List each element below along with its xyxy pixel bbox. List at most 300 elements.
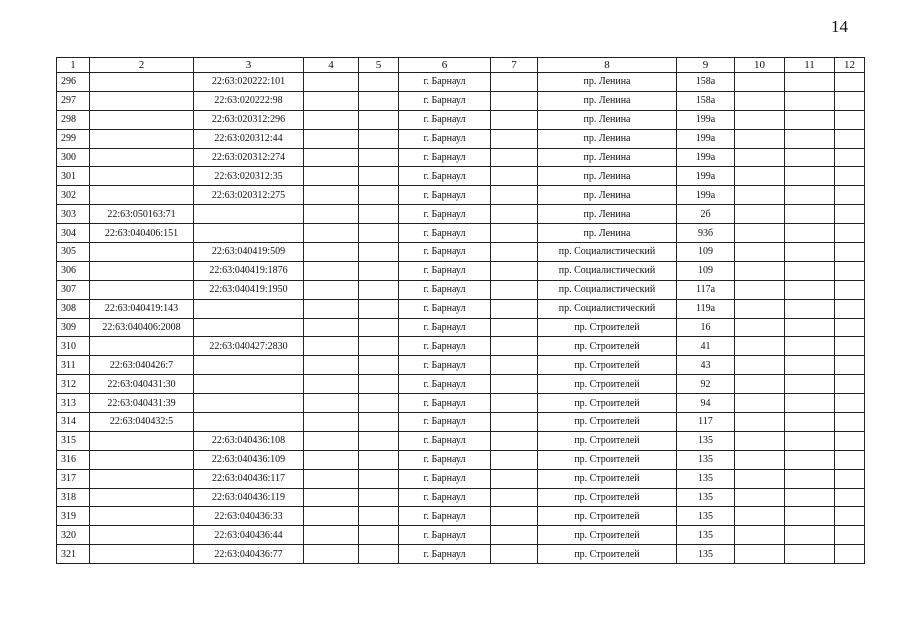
table-cell-col-11 bbox=[785, 488, 835, 507]
table-cell-col-10 bbox=[735, 469, 785, 488]
table-cell-col-2: 22:63:040426:7 bbox=[90, 356, 194, 375]
table-cell-col-1: 296 bbox=[57, 73, 90, 92]
table-cell-col-12 bbox=[835, 375, 865, 394]
table-cell-col-10 bbox=[735, 129, 785, 148]
table-cell-col-9: 94 bbox=[677, 394, 735, 413]
table-cell-col-4 bbox=[304, 205, 359, 224]
table-cell-col-2 bbox=[90, 469, 194, 488]
table-cell-col-11 bbox=[785, 167, 835, 186]
table-cell-col-4 bbox=[304, 450, 359, 469]
table-cell-col-6: г. Барнаул bbox=[399, 186, 491, 205]
table-cell-col-7 bbox=[491, 394, 538, 413]
table-cell-col-4 bbox=[304, 148, 359, 167]
table-cell-col-4 bbox=[304, 413, 359, 432]
table-cell-col-12 bbox=[835, 526, 865, 545]
table-cell-col-9: 158а bbox=[677, 73, 735, 92]
table-cell-col-11 bbox=[785, 261, 835, 280]
table-row bbox=[57, 356, 865, 375]
table-cell-col-3 bbox=[194, 356, 304, 375]
table-cell-col-4 bbox=[304, 167, 359, 186]
table-cell-col-11 bbox=[785, 110, 835, 129]
table-cell-col-8: пр. Строителей bbox=[538, 375, 677, 394]
table-cell-col-2 bbox=[90, 261, 194, 280]
table-cell-col-11 bbox=[785, 299, 835, 318]
table-cell-col-10 bbox=[735, 394, 785, 413]
table-cell-col-5 bbox=[359, 91, 399, 110]
table-cell-col-3 bbox=[194, 413, 304, 432]
table-cell-col-12 bbox=[835, 129, 865, 148]
table-cell-col-11 bbox=[785, 469, 835, 488]
table-cell-col-3: 22:63:040436:44 bbox=[194, 526, 304, 545]
table-cell-col-8: пр. Строителей bbox=[538, 507, 677, 526]
table-cell-col-6: г. Барнаул bbox=[399, 413, 491, 432]
column-header-9: 9 bbox=[677, 58, 735, 73]
table-cell-col-1: 301 bbox=[57, 167, 90, 186]
table-cell-col-2 bbox=[90, 526, 194, 545]
table-cell-col-10 bbox=[735, 280, 785, 299]
table-cell-col-2 bbox=[90, 488, 194, 507]
table-row bbox=[57, 299, 865, 318]
table-cell-col-7 bbox=[491, 431, 538, 450]
table-cell-col-7 bbox=[491, 545, 538, 564]
table-cell-col-10 bbox=[735, 450, 785, 469]
table-cell-col-7 bbox=[491, 413, 538, 432]
table-cell-col-6: г. Барнаул bbox=[399, 394, 491, 413]
table-cell-col-5 bbox=[359, 337, 399, 356]
table-cell-col-2 bbox=[90, 337, 194, 356]
table-cell-col-4 bbox=[304, 280, 359, 299]
table-cell-col-11 bbox=[785, 375, 835, 394]
table-row bbox=[57, 318, 865, 337]
table-row bbox=[57, 205, 865, 224]
table-cell-col-1: 313 bbox=[57, 394, 90, 413]
table-cell-col-8: пр. Строителей bbox=[538, 488, 677, 507]
table-cell-col-11 bbox=[785, 431, 835, 450]
table-cell-col-1: 314 bbox=[57, 413, 90, 432]
table-cell-col-12 bbox=[835, 488, 865, 507]
column-header-8: 8 bbox=[538, 58, 677, 73]
table-cell-col-3: 22:63:020312:296 bbox=[194, 110, 304, 129]
table-cell-col-8: пр. Ленина bbox=[538, 110, 677, 129]
table-cell-col-7 bbox=[491, 450, 538, 469]
table-cell-col-6: г. Барнаул bbox=[399, 356, 491, 375]
table-cell-col-5 bbox=[359, 261, 399, 280]
table-cell-col-7 bbox=[491, 110, 538, 129]
table-cell-col-5 bbox=[359, 205, 399, 224]
column-header-2: 2 bbox=[90, 58, 194, 73]
table-cell-col-9: 92 bbox=[677, 375, 735, 394]
table-cell-col-3: 22:63:020312:44 bbox=[194, 129, 304, 148]
table-cell-col-8: пр. Строителей bbox=[538, 431, 677, 450]
table-cell-col-4 bbox=[304, 243, 359, 262]
table-body bbox=[57, 73, 865, 564]
table-cell-col-5 bbox=[359, 375, 399, 394]
table-cell-col-9: 117а bbox=[677, 280, 735, 299]
table-cell-col-1: 318 bbox=[57, 488, 90, 507]
table-cell-col-3: 22:63:040436:33 bbox=[194, 507, 304, 526]
table-cell-col-5 bbox=[359, 431, 399, 450]
table-cell-col-1: 311 bbox=[57, 356, 90, 375]
table-cell-col-8: пр. Социалистический bbox=[538, 243, 677, 262]
table-cell-col-7 bbox=[491, 148, 538, 167]
table-cell-col-8: пр. Ленина bbox=[538, 148, 677, 167]
table-cell-col-5 bbox=[359, 148, 399, 167]
table-cell-col-9: 135 bbox=[677, 469, 735, 488]
table-row bbox=[57, 261, 865, 280]
table-cell-col-8: пр. Строителей bbox=[538, 356, 677, 375]
table-cell-col-6: г. Барнаул bbox=[399, 205, 491, 224]
table-cell-col-5 bbox=[359, 243, 399, 262]
table-cell-col-7 bbox=[491, 205, 538, 224]
table-cell-col-10 bbox=[735, 488, 785, 507]
table-cell-col-6: г. Барнаул bbox=[399, 73, 491, 92]
table-cell-col-2 bbox=[90, 148, 194, 167]
table-cell-col-7 bbox=[491, 261, 538, 280]
table-cell-col-11 bbox=[785, 186, 835, 205]
table-cell-col-2 bbox=[90, 110, 194, 129]
table-cell-col-8: пр. Строителей bbox=[538, 545, 677, 564]
table-cell-col-8: пр. Строителей bbox=[538, 337, 677, 356]
table-cell-col-1: 298 bbox=[57, 110, 90, 129]
table-cell-col-7 bbox=[491, 526, 538, 545]
table-cell-col-4 bbox=[304, 469, 359, 488]
table-cell-col-12 bbox=[835, 280, 865, 299]
table-cell-col-10 bbox=[735, 375, 785, 394]
table-cell-col-9: 158а bbox=[677, 91, 735, 110]
table-cell-col-1: 302 bbox=[57, 186, 90, 205]
table-cell-col-5 bbox=[359, 545, 399, 564]
table-cell-col-7 bbox=[491, 375, 538, 394]
table-cell-col-4 bbox=[304, 186, 359, 205]
header-row bbox=[57, 58, 865, 73]
table-cell-col-5 bbox=[359, 186, 399, 205]
table-cell-col-11 bbox=[785, 318, 835, 337]
table-cell-col-1: 300 bbox=[57, 148, 90, 167]
table-cell-col-7 bbox=[491, 167, 538, 186]
table-cell-col-1: 303 bbox=[57, 205, 90, 224]
table-cell-col-7 bbox=[491, 73, 538, 92]
table-cell-col-4 bbox=[304, 394, 359, 413]
table-cell-col-10 bbox=[735, 73, 785, 92]
table-row bbox=[57, 469, 865, 488]
table-cell-col-7 bbox=[491, 318, 538, 337]
table-cell-col-4 bbox=[304, 337, 359, 356]
table-cell-col-2: 22:63:040406:151 bbox=[90, 224, 194, 243]
table-cell-col-1: 316 bbox=[57, 450, 90, 469]
table-cell-col-12 bbox=[835, 110, 865, 129]
table-cell-col-4 bbox=[304, 545, 359, 564]
table-cell-col-12 bbox=[835, 91, 865, 110]
table-cell-col-8: пр. Строителей bbox=[538, 526, 677, 545]
table-cell-col-10 bbox=[735, 545, 785, 564]
table-cell-col-11 bbox=[785, 91, 835, 110]
column-header-5: 5 bbox=[359, 58, 399, 73]
table-cell-col-5 bbox=[359, 526, 399, 545]
table-cell-col-10 bbox=[735, 507, 785, 526]
table-cell-col-11 bbox=[785, 280, 835, 299]
table-cell-col-9: 16 bbox=[677, 318, 735, 337]
table-cell-col-2 bbox=[90, 91, 194, 110]
table-cell-col-10 bbox=[735, 224, 785, 243]
table-cell-col-11 bbox=[785, 394, 835, 413]
table-cell-col-2 bbox=[90, 431, 194, 450]
table-cell-col-2 bbox=[90, 545, 194, 564]
table-cell-col-7 bbox=[491, 337, 538, 356]
table-cell-col-9: 135 bbox=[677, 450, 735, 469]
table-cell-col-9: 135 bbox=[677, 526, 735, 545]
table-cell-col-10 bbox=[735, 356, 785, 375]
table-cell-col-10 bbox=[735, 186, 785, 205]
table-cell-col-6: г. Барнаул bbox=[399, 129, 491, 148]
table-cell-col-12 bbox=[835, 318, 865, 337]
table-cell-col-12 bbox=[835, 186, 865, 205]
table-cell-col-6: г. Барнаул bbox=[399, 431, 491, 450]
table-cell-col-10 bbox=[735, 110, 785, 129]
table-cell-col-3: 22:63:020312:274 bbox=[194, 148, 304, 167]
table-row bbox=[57, 280, 865, 299]
table-cell-col-1: 308 bbox=[57, 299, 90, 318]
table-cell-col-6: г. Барнаул bbox=[399, 261, 491, 280]
column-header-7: 7 bbox=[491, 58, 538, 73]
table-cell-col-11 bbox=[785, 356, 835, 375]
table-cell-col-10 bbox=[735, 243, 785, 262]
table-row bbox=[57, 243, 865, 262]
table-cell-col-7 bbox=[491, 488, 538, 507]
table-cell-col-9: 199а bbox=[677, 167, 735, 186]
table-cell-col-6: г. Барнаул bbox=[399, 375, 491, 394]
table-cell-col-7 bbox=[491, 91, 538, 110]
table-cell-col-6: г. Барнаул bbox=[399, 280, 491, 299]
table-cell-col-2: 22:63:040431:39 bbox=[90, 394, 194, 413]
table-cell-col-6: г. Барнаул bbox=[399, 545, 491, 564]
page-number: 14 bbox=[831, 17, 848, 36]
table-cell-col-6: г. Барнаул bbox=[399, 167, 491, 186]
table-cell-col-2 bbox=[90, 450, 194, 469]
column-header-12: 12 bbox=[835, 58, 865, 73]
table-cell-col-10 bbox=[735, 91, 785, 110]
table-cell-col-11 bbox=[785, 507, 835, 526]
table-cell-col-9: 93б bbox=[677, 224, 735, 243]
table-cell-col-2: 22:63:040432:5 bbox=[90, 413, 194, 432]
table-cell-col-12 bbox=[835, 148, 865, 167]
table-cell-col-5 bbox=[359, 110, 399, 129]
table-cell-col-5 bbox=[359, 469, 399, 488]
column-header-3: 3 bbox=[194, 58, 304, 73]
table-cell-col-7 bbox=[491, 299, 538, 318]
table-cell-col-12 bbox=[835, 337, 865, 356]
table-cell-col-1: 299 bbox=[57, 129, 90, 148]
table-cell-col-9: 117 bbox=[677, 413, 735, 432]
column-header-6: 6 bbox=[399, 58, 491, 73]
table-cell-col-5 bbox=[359, 73, 399, 92]
table-cell-col-2 bbox=[90, 186, 194, 205]
column-header-11: 11 bbox=[785, 58, 835, 73]
table-cell-col-12 bbox=[835, 167, 865, 186]
table-cell-col-11 bbox=[785, 526, 835, 545]
table-cell-col-2 bbox=[90, 129, 194, 148]
table-cell-col-3: 22:63:020312:275 bbox=[194, 186, 304, 205]
table-cell-col-10 bbox=[735, 526, 785, 545]
table-cell-col-3: 22:63:040436:109 bbox=[194, 450, 304, 469]
table-cell-col-4 bbox=[304, 110, 359, 129]
table-cell-col-11 bbox=[785, 224, 835, 243]
table-cell-col-7 bbox=[491, 469, 538, 488]
column-header-4: 4 bbox=[304, 58, 359, 73]
table-cell-col-6: г. Барнаул bbox=[399, 507, 491, 526]
table-cell-col-3 bbox=[194, 375, 304, 394]
table-row bbox=[57, 73, 865, 92]
table-cell-col-5 bbox=[359, 224, 399, 243]
table-cell-col-3 bbox=[194, 394, 304, 413]
table-row bbox=[57, 507, 865, 526]
table-cell-col-10 bbox=[735, 261, 785, 280]
table-cell-col-7 bbox=[491, 507, 538, 526]
table-cell-col-2 bbox=[90, 243, 194, 262]
table-cell-col-4 bbox=[304, 375, 359, 394]
table-cell-col-6: г. Барнаул bbox=[399, 318, 491, 337]
table-cell-col-8: пр. Социалистический bbox=[538, 261, 677, 280]
table-cell-col-11 bbox=[785, 450, 835, 469]
table-cell-col-4 bbox=[304, 507, 359, 526]
table-cell-col-4 bbox=[304, 488, 359, 507]
table-cell-col-4 bbox=[304, 91, 359, 110]
table-cell-col-5 bbox=[359, 299, 399, 318]
table-cell-col-4 bbox=[304, 299, 359, 318]
table-cell-col-12 bbox=[835, 73, 865, 92]
table-cell-col-11 bbox=[785, 337, 835, 356]
table-cell-col-5 bbox=[359, 394, 399, 413]
table-cell-col-9: 2б bbox=[677, 205, 735, 224]
table-cell-col-9: 135 bbox=[677, 507, 735, 526]
table-row bbox=[57, 375, 865, 394]
table-cell-col-4 bbox=[304, 356, 359, 375]
table-cell-col-4 bbox=[304, 261, 359, 280]
table-cell-col-12 bbox=[835, 413, 865, 432]
table-cell-col-3: 22:63:040419:509 bbox=[194, 243, 304, 262]
table-cell-col-2: 22:63:040431:30 bbox=[90, 375, 194, 394]
table-cell-col-10 bbox=[735, 413, 785, 432]
table-cell-col-9: 199а bbox=[677, 129, 735, 148]
table-cell-col-3 bbox=[194, 318, 304, 337]
table-cell-col-5 bbox=[359, 356, 399, 375]
table-cell-col-2 bbox=[90, 167, 194, 186]
table-cell-col-8: пр. Социалистический bbox=[538, 280, 677, 299]
table-header bbox=[57, 58, 865, 73]
table-cell-col-6: г. Барнаул bbox=[399, 224, 491, 243]
table-cell-col-4 bbox=[304, 318, 359, 337]
table-cell-col-8: пр. Ленина bbox=[538, 186, 677, 205]
table-cell-col-10 bbox=[735, 431, 785, 450]
table-cell-col-6: г. Барнаул bbox=[399, 91, 491, 110]
table-cell-col-1: 307 bbox=[57, 280, 90, 299]
table-cell-col-11 bbox=[785, 243, 835, 262]
table-cell-col-12 bbox=[835, 507, 865, 526]
table-cell-col-1: 321 bbox=[57, 545, 90, 564]
table-cell-col-11 bbox=[785, 413, 835, 432]
table-cell-col-10 bbox=[735, 318, 785, 337]
column-header-10: 10 bbox=[735, 58, 785, 73]
table-cell-col-4 bbox=[304, 73, 359, 92]
table-cell-col-12 bbox=[835, 450, 865, 469]
table-cell-col-1: 304 bbox=[57, 224, 90, 243]
table-cell-col-3: 22:63:040436:108 bbox=[194, 431, 304, 450]
table-cell-col-3 bbox=[194, 205, 304, 224]
table-cell-col-5 bbox=[359, 129, 399, 148]
table-row bbox=[57, 526, 865, 545]
table-cell-col-1: 320 bbox=[57, 526, 90, 545]
table-cell-col-11 bbox=[785, 545, 835, 564]
table-row bbox=[57, 148, 865, 167]
table-cell-col-6: г. Барнаул bbox=[399, 488, 491, 507]
table-cell-col-2 bbox=[90, 280, 194, 299]
table-cell-col-1: 319 bbox=[57, 507, 90, 526]
table-cell-col-4 bbox=[304, 129, 359, 148]
table-cell-col-7 bbox=[491, 356, 538, 375]
table-cell-col-6: г. Барнаул bbox=[399, 450, 491, 469]
table-row bbox=[57, 413, 865, 432]
table-cell-col-7 bbox=[491, 224, 538, 243]
table-cell-col-10 bbox=[735, 337, 785, 356]
table-cell-col-6: г. Барнаул bbox=[399, 110, 491, 129]
table-cell-col-10 bbox=[735, 167, 785, 186]
table-row bbox=[57, 129, 865, 148]
table-cell-col-12 bbox=[835, 205, 865, 224]
table-row bbox=[57, 394, 865, 413]
table-cell-col-6: г. Барнаул bbox=[399, 469, 491, 488]
table-cell-col-9: 109 bbox=[677, 261, 735, 280]
table-row bbox=[57, 337, 865, 356]
table-cell-col-12 bbox=[835, 545, 865, 564]
table-cell-col-8: пр. Строителей bbox=[538, 413, 677, 432]
table-cell-col-1: 315 bbox=[57, 431, 90, 450]
table-cell-col-9: 135 bbox=[677, 545, 735, 564]
table-row bbox=[57, 167, 865, 186]
table-cell-col-9: 199а bbox=[677, 110, 735, 129]
table-cell-col-1: 306 bbox=[57, 261, 90, 280]
table-cell-col-7 bbox=[491, 243, 538, 262]
table-cell-col-12 bbox=[835, 299, 865, 318]
table-cell-col-12 bbox=[835, 356, 865, 375]
table-cell-col-11 bbox=[785, 148, 835, 167]
table-cell-col-9: 135 bbox=[677, 488, 735, 507]
table-cell-col-11 bbox=[785, 129, 835, 148]
table-cell-col-10 bbox=[735, 205, 785, 224]
table-cell-col-9: 109 bbox=[677, 243, 735, 262]
table-cell-col-6: г. Барнаул bbox=[399, 148, 491, 167]
table-cell-col-11 bbox=[785, 73, 835, 92]
table-cell-col-8: пр. Строителей bbox=[538, 394, 677, 413]
table-cell-col-8: пр. Социалистический bbox=[538, 299, 677, 318]
table-cell-col-5 bbox=[359, 507, 399, 526]
table-cell-col-12 bbox=[835, 431, 865, 450]
table-cell-col-5 bbox=[359, 167, 399, 186]
table-cell-col-4 bbox=[304, 431, 359, 450]
table-cell-col-1: 309 bbox=[57, 318, 90, 337]
table-cell-col-6: г. Барнаул bbox=[399, 299, 491, 318]
table-cell-col-8: пр. Строителей bbox=[538, 318, 677, 337]
table-cell-col-12 bbox=[835, 224, 865, 243]
column-header-1: 1 bbox=[57, 58, 90, 73]
table-cell-col-5 bbox=[359, 488, 399, 507]
table-cell-col-8: пр. Ленина bbox=[538, 73, 677, 92]
table-cell-col-11 bbox=[785, 205, 835, 224]
table-cell-col-9: 199а bbox=[677, 148, 735, 167]
table-cell-col-1: 297 bbox=[57, 91, 90, 110]
table-row bbox=[57, 450, 865, 469]
table-cell-col-3: 22:63:040419:1950 bbox=[194, 280, 304, 299]
table-cell-col-2: 22:63:050163:71 bbox=[90, 205, 194, 224]
table-cell-col-8: пр. Ленина bbox=[538, 224, 677, 243]
